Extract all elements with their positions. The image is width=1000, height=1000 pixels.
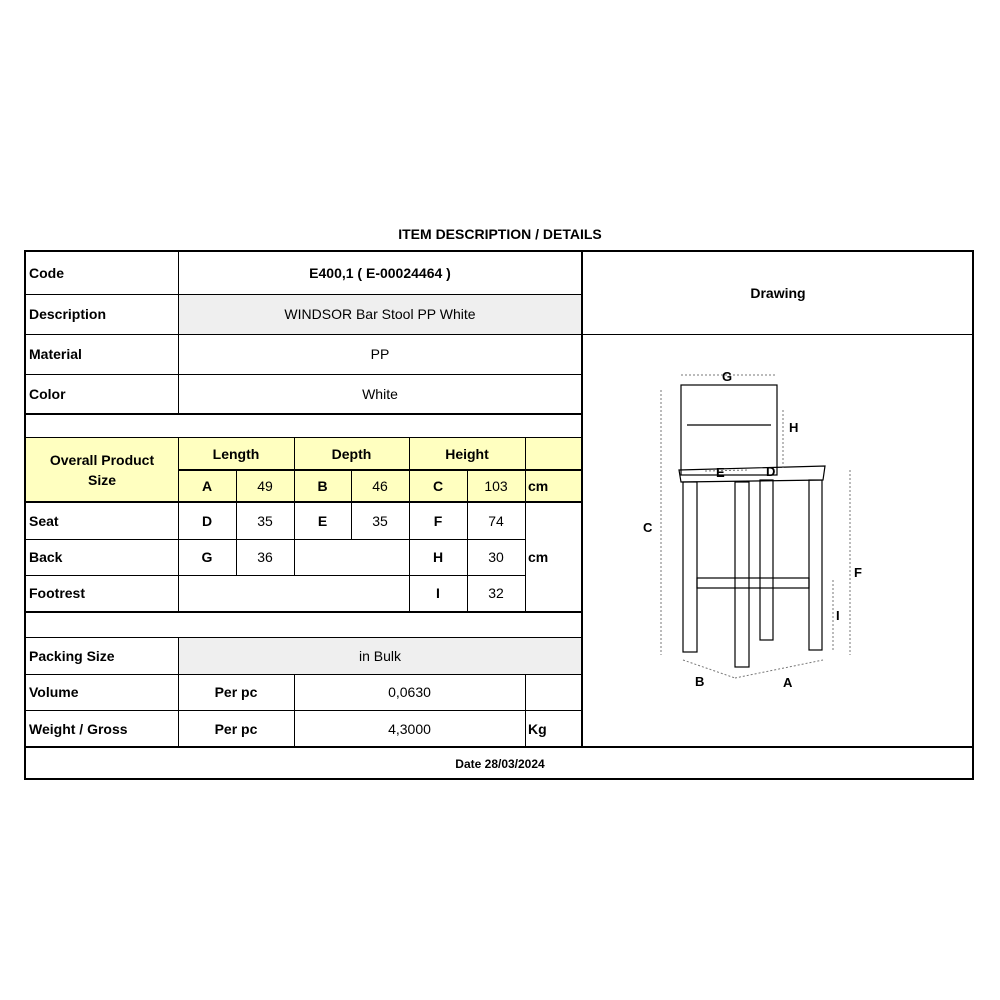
dim-c-letter: C — [432, 478, 444, 494]
dim-i-value: 32 — [488, 585, 504, 601]
dim-h-letter: H — [432, 549, 444, 565]
material-value: PP — [370, 346, 390, 362]
drawing-label-f: F — [854, 565, 862, 580]
height-header: Height — [445, 445, 489, 462]
packing-value: in Bulk — [358, 647, 402, 664]
front-right-leg — [735, 482, 749, 667]
color-label: Color — [29, 386, 66, 402]
back-label: Back — [29, 549, 63, 565]
dim-d-value: 35 — [257, 512, 273, 529]
backrest-shape — [681, 385, 777, 475]
overall-unit: cm — [528, 478, 549, 494]
volume-value: 0,0630 — [388, 684, 431, 700]
drawing-label-d: D — [766, 464, 776, 479]
volume-per: Per pc — [214, 684, 258, 700]
drawing-label-a: A — [783, 675, 793, 690]
dim-f-letter: F — [433, 512, 443, 529]
weight-label: Weight / Gross — [29, 720, 128, 737]
front-left-leg — [683, 482, 697, 652]
footrest-label: Footrest — [29, 585, 85, 601]
stool-drawing — [643, 360, 883, 700]
overall-size-label: Overall Product Size — [49, 451, 155, 488]
dim-e-value: 35 — [372, 512, 388, 529]
depth-header: Depth — [331, 445, 372, 462]
drawing-label: Drawing — [750, 285, 806, 301]
code-value: E400,1 ( E-00024464 ) — [309, 265, 451, 281]
volume-label: Volume — [29, 684, 79, 700]
footrest-shape — [697, 578, 809, 588]
length-header: Length — [212, 445, 260, 462]
stool-svg — [643, 360, 883, 700]
date-footer: Date 28/03/2024 — [455, 757, 545, 771]
color-value: White — [362, 386, 398, 402]
drawing-label-g: G — [722, 369, 733, 384]
detail-unit: cm — [528, 549, 549, 565]
packing-label: Packing Size — [29, 647, 115, 664]
code-label: Code — [29, 265, 64, 281]
drawing-label-h: H — [789, 420, 799, 435]
dim-c-value: 103 — [484, 478, 508, 494]
weight-value: 4,3000 — [388, 720, 431, 737]
drawing-label-e: E — [716, 465, 725, 480]
material-label: Material — [29, 346, 82, 362]
dim-h-value: 30 — [488, 549, 504, 565]
dim-e-letter: E — [317, 512, 328, 529]
weight-unit: Kg — [528, 720, 547, 737]
dim-g-letter: G — [201, 549, 213, 565]
drawing-label-b: B — [695, 674, 705, 689]
dim-g-value: 36 — [257, 549, 273, 565]
seat-shape — [679, 466, 825, 482]
dim-b-letter: B — [317, 478, 328, 494]
dim-a-letter: A — [201, 478, 213, 494]
description-label: Description — [29, 306, 107, 322]
back-right-leg — [809, 480, 822, 650]
weight-per: Per pc — [214, 720, 258, 737]
description-value: WINDSOR Bar Stool PP White — [284, 306, 476, 322]
back-left-leg — [760, 480, 773, 640]
seat-label: Seat — [29, 512, 59, 529]
drawing-label-i: I — [836, 608, 840, 623]
dim-b-value: 46 — [372, 478, 388, 494]
dim-i-letter: I — [436, 585, 440, 601]
dim-d-letter: D — [201, 512, 213, 529]
dim-f-value: 74 — [488, 512, 504, 529]
dim-a-value: 49 — [257, 478, 273, 494]
document-title: ITEM DESCRIPTION / DETAILS — [398, 226, 602, 242]
drawing-label-c: C — [643, 520, 653, 535]
